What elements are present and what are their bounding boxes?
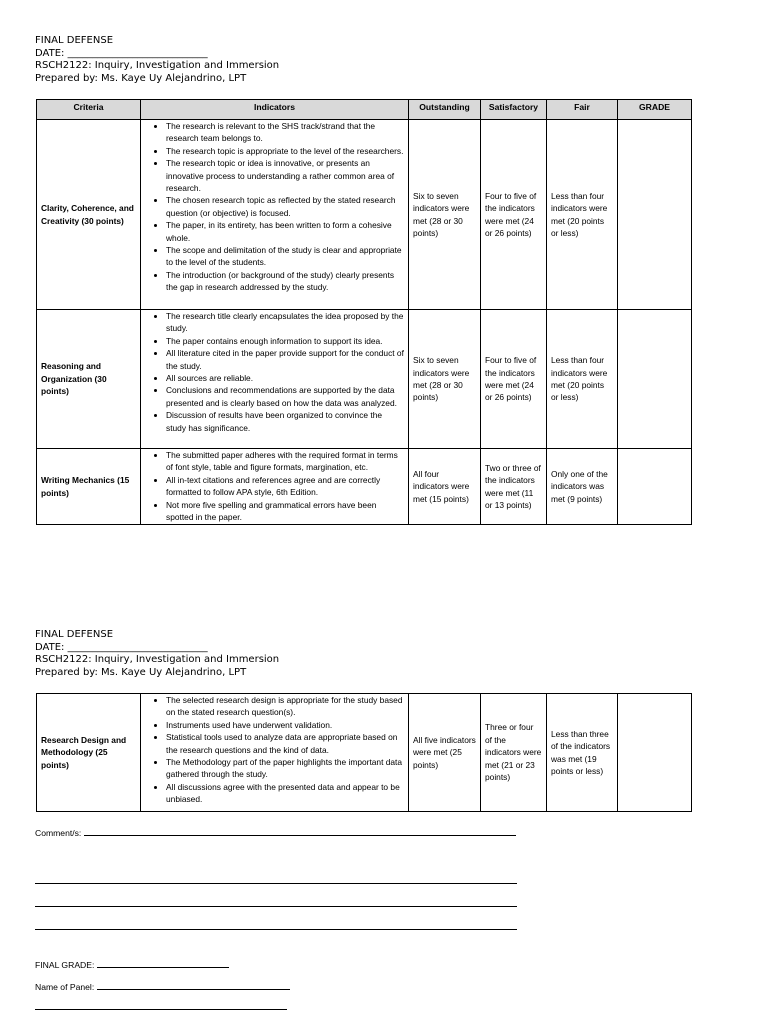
panel-section	[35, 982, 290, 992]
outstanding-cell: All five indicators were met (25 points)	[409, 694, 481, 812]
fair-cell: Less than four indicators were met (20 points or less)	[547, 120, 618, 310]
list-item: • All discussions agree with the presented data and appear to be unbiased.	[166, 781, 404, 806]
header-fair: Fair	[547, 100, 618, 120]
header-satisfactory: Satisfactory	[481, 100, 547, 120]
header-grade: GRADE	[618, 100, 692, 120]
list-item: • All literature cited in the paper provide support for the conduct of the study.	[166, 347, 404, 372]
comments-line-3[interactable]	[35, 899, 517, 909]
rubric-table-2	[36, 693, 692, 812]
grade-cell[interactable]	[618, 449, 692, 525]
outstanding-cell: Six to seven indicators were met (28 or 30 points)	[409, 310, 481, 449]
list-item: • The Methodology part of the paper highlights the important data gathered through the study.	[166, 756, 404, 781]
indicators-cell	[141, 310, 409, 449]
list-item: • Discussion of results have been organized to convince the study has significance.	[166, 409, 404, 434]
criteria-cell: Research Design and Methodology (25 points)	[37, 694, 141, 812]
date-line: DATE: ____________________________	[35, 47, 208, 59]
header-criteria: Criteria	[37, 100, 141, 120]
form-title: FINAL DEFENSE	[35, 35, 114, 46]
list-item: • The chosen research topic as reflected by the stated research question (or objective) is focused.	[166, 194, 404, 219]
indicators-cell	[141, 120, 409, 310]
comments-line-4[interactable]	[35, 922, 517, 932]
satisfactory-cell: Four to five of the indicators were met (24 or 26 points)	[481, 120, 547, 310]
comments-line[interactable]	[84, 835, 516, 836]
list-item: • Conclusions and recommendations are supported by the data presented and is clearly based on how the data was analyzed.	[166, 384, 404, 409]
table-row	[37, 310, 692, 449]
panel-label: Name of Panel:	[35, 982, 95, 992]
indicators-cell	[141, 449, 409, 525]
satisfactory-cell: Two or three of the indicators were met (11 or 13 points)	[481, 449, 547, 525]
list-item: • The research is relevant to the SHS track/strand that the research team belongs to.	[166, 120, 404, 145]
outstanding-cell: All four indicators were met (15 points)	[409, 449, 481, 525]
list-item: • Instruments used have underwent validation.	[166, 719, 404, 731]
list-item: • The research topic or idea is innovative, or presents an innovative process to understanding a rather common area of research.	[166, 157, 404, 194]
list-item: • The research topic is appropriate to the level of the researchers.	[166, 145, 404, 157]
fair-cell: Less than four indicators were met (20 points or less)	[547, 310, 618, 449]
fair-cell: Only one of the indicators was met (9 points)	[547, 449, 618, 525]
criteria-cell: Clarity, Coherence, and Creativity (30 points)	[37, 120, 141, 310]
course-line: RSCH2122: Inquiry, Investigation and Immersion	[35, 60, 280, 71]
final-grade-line[interactable]	[97, 967, 229, 968]
panel-line-2[interactable]	[35, 1002, 287, 1012]
list-item: • Statistical tools used to analyze data are appropriate based on the research questions and the kind of data.	[166, 731, 404, 756]
course-line: RSCH2122: Inquiry, Investigation and Immersion	[35, 654, 280, 665]
table-row	[37, 694, 692, 812]
list-item: • The scope and delimitation of the study is clear and appropriate to the level of the students.	[166, 244, 404, 269]
final-grade-section	[35, 960, 229, 970]
grade-cell[interactable]	[618, 310, 692, 449]
header-indicators: Indicators	[141, 100, 409, 120]
comments-section	[35, 828, 516, 838]
prepared-by-line: Prepared by: Ms. Kaye Uy Alejandrino, LPT	[35, 72, 247, 84]
list-item: • The paper, in its entirety, has been written to form a cohesive whole.	[166, 219, 404, 244]
list-item: • Not more five spelling and grammatical errors have been spotted in the paper.	[166, 499, 404, 524]
date-line: DATE: ____________________________	[35, 641, 208, 653]
list-item: • The introduction (or background of the study) clearly presents the gap in research addressed by the study.	[166, 269, 404, 294]
panel-line[interactable]	[97, 989, 290, 990]
table-row	[37, 120, 692, 310]
table-header-row	[37, 100, 692, 120]
criteria-cell: Writing Mechanics (15 points)	[37, 449, 141, 525]
criteria-cell: Reasoning and Organization (30 points)	[37, 310, 141, 449]
fair-cell: Less than three of the indicators was met (19 points or less)	[547, 694, 618, 812]
indicators-cell	[141, 694, 409, 812]
satisfactory-cell: Four to five of the indicators were met (24 or 26 points)	[481, 310, 547, 449]
form-header-1	[35, 35, 279, 85]
form-header-2	[35, 629, 279, 679]
grade-cell[interactable]	[618, 694, 692, 812]
form-title: FINAL DEFENSE	[35, 629, 114, 640]
comments-line-2[interactable]	[35, 876, 517, 886]
grade-cell[interactable]	[618, 120, 692, 310]
list-item: • All sources are reliable.	[166, 372, 404, 384]
satisfactory-cell: Three or four of the indicators were met (21 or 23 points)	[481, 694, 547, 812]
table-row	[37, 449, 692, 525]
prepared-by-line: Prepared by: Ms. Kaye Uy Alejandrino, LPT	[35, 666, 247, 678]
final-grade-label: FINAL GRADE:	[35, 960, 95, 970]
header-outstanding: Outstanding	[409, 100, 481, 120]
rubric-table-1	[36, 99, 692, 525]
list-item: • The research title clearly encapsulates the idea proposed by the study.	[166, 310, 404, 335]
comments-label: Comment/s:	[35, 828, 82, 838]
list-item: • The submitted paper adheres with the required format in terms of font style, table and figure formats, margination, etc.	[166, 449, 404, 474]
outstanding-cell: Six to seven indicators were met (28 or 30 points)	[409, 120, 481, 310]
list-item: • The selected research design is appropriate for the study based on the stated research question(s).	[166, 694, 404, 719]
list-item: • All in-text citations and references agree and are correctly formatted to follow APA style, 6th Edition.	[166, 474, 404, 499]
list-item: • The paper contains enough information to support its idea.	[166, 335, 404, 347]
